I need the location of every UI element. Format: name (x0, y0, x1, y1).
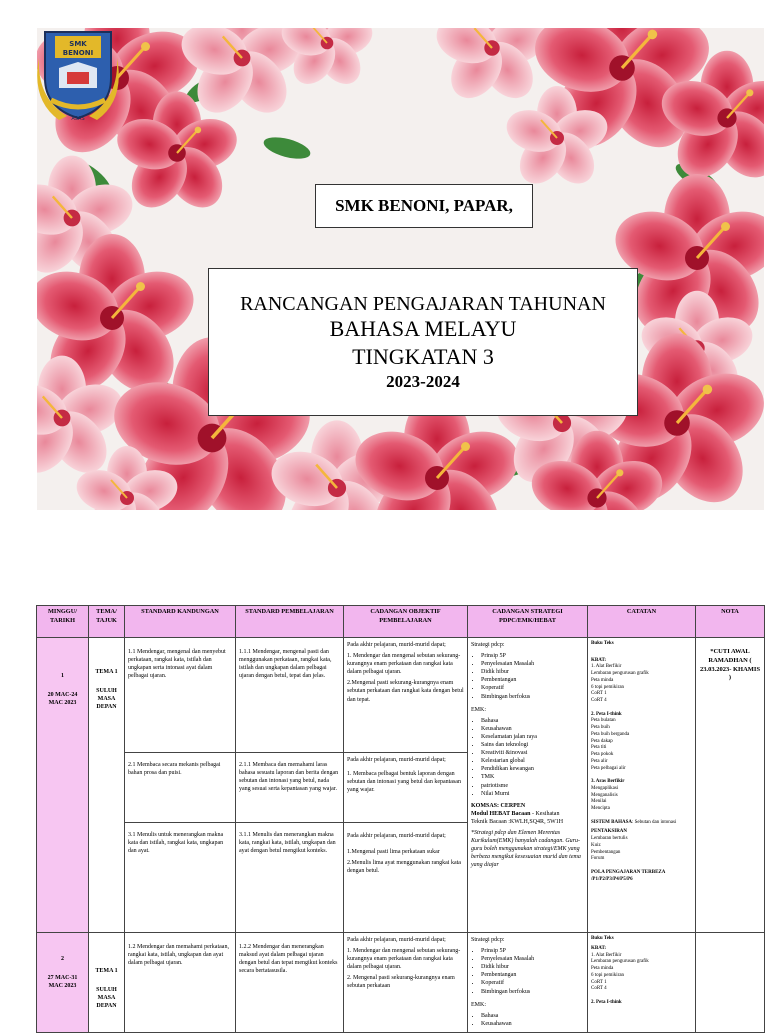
week-cell (37, 638, 89, 933)
cover-page (37, 28, 764, 510)
list-item: Peta bulatan (591, 718, 616, 724)
list-item: 6 topi pemikiran (591, 684, 625, 690)
list-item: Peta titi (591, 745, 607, 751)
komsas-label: KOMSAS: CERPEN (471, 802, 526, 809)
list-item: • Kelestarian global (481, 757, 584, 765)
week-dates: 27 MAC-31 MAC 2023 (47, 975, 78, 990)
objektif-cell (344, 638, 468, 753)
week-cell (37, 933, 89, 1033)
objektif-cell (344, 753, 468, 823)
strategi-list (471, 652, 584, 701)
header-tema: TEMA/ TAJUK (89, 606, 125, 638)
header-strategi: CADANGAN STRATEGI PDPC/EMK/HEBAT (468, 606, 588, 638)
objektif-item: 1.Mengenal pasti lima perkataan sukar (347, 849, 440, 856)
list-item: 1. Alat Berfikir (591, 952, 622, 958)
list-item: • Pembentangan (481, 676, 584, 684)
list-item: • Prinsip 5P (481, 652, 584, 660)
week-number: 1 (61, 673, 64, 679)
tema-cell (89, 933, 125, 1033)
list-item: CoRT 1 (591, 691, 607, 697)
modul-tail: - Kesihatan (530, 810, 560, 817)
list-item: Peta pokok (591, 752, 614, 757)
list-item: Menganalisis (591, 792, 618, 798)
list-item: • Prinsip 5P (481, 947, 584, 955)
nota-cell (696, 933, 765, 1033)
standard-pembelajaran-cell: 1.1.1 Mendengar, mengenal pasti dan menggunakan perkataan, rangkai kata, istilah dan ungkapan dalam pelbagai ujaran dengan betul, tepat dan jelas. (236, 638, 344, 753)
catatan-peta: 2. Peta I-think (591, 711, 622, 717)
list-item: • patriotisme (481, 782, 584, 790)
standard-kandungan-cell: 2.1 Membaca secara mekanis pelbagai bahan prosa dan puisi. (125, 753, 236, 823)
catatan-sistem-bahasa: SISTEM BAHASA (591, 819, 632, 825)
strategi-list (471, 947, 584, 996)
list-item: • Bimbingan berfokus (481, 693, 584, 701)
catatan-kbat: KBAT: (591, 657, 607, 663)
strategi-title: Strategi pdcp: (471, 937, 505, 943)
tajuk-label: SULUH MASA DEPAN (96, 688, 117, 711)
list-item: Peta buih berganda (591, 731, 630, 737)
tema-label: TEMA 1 (95, 968, 118, 974)
header-standard-kandungan: STANDARD KANDUNGAN (125, 606, 236, 638)
title-box (208, 268, 638, 416)
objektif-item: 1. Mendengar dan mengenal sebutan sekurang-kurangnya enam perkataan dan rangkai kata dalam pelbagai ujaran. (347, 948, 461, 971)
level-title: TINGKATAN 3 (352, 344, 494, 369)
catatan-aras: 3. Aras Berfikir (591, 779, 625, 784)
list-item: Kuiz (591, 842, 601, 848)
list-item: Peta minda (591, 966, 614, 971)
list-item: Lembaran bertulis (591, 836, 628, 841)
strategi-cell (468, 638, 588, 933)
teknik-bacaan: Teknik Bacaan :KWLH,SQ4R, 5W1H (471, 818, 564, 825)
list-item: • Bahasa (481, 1012, 584, 1020)
list-item: CoRT 4 (591, 986, 607, 992)
list-item: Lembaran pengurusan grafik (591, 671, 649, 676)
list-item: • Didik hibur (481, 963, 584, 971)
list-item: • Pembentangan (481, 971, 584, 979)
table-header-row (37, 606, 765, 638)
subject-title: BAHASA MELAYU (329, 316, 517, 341)
list-item: • Penyelesaian Masalah (481, 660, 584, 668)
emk-list (471, 717, 584, 798)
list-item: Pembentangan (591, 849, 621, 855)
list-item: • TMK (481, 773, 584, 781)
list-item: 6 topi pemikiran (591, 972, 625, 978)
list-item: • Koperatif (481, 979, 584, 987)
objektif-intro: Pada akhir pelajaran, murid-murid dapat; (347, 833, 446, 839)
list-item: Peta minda (591, 677, 614, 683)
catatan-cell (588, 638, 696, 933)
standard-kandungan-cell: 3.1 Menulis untuk menerangkan makna kata dan istilah, rangkai kata, ungkapan dan ayat. (125, 823, 236, 933)
objektif-intro: Pada akhir pelajaran, murid-murid dapat; (347, 642, 446, 648)
table-row (37, 638, 765, 753)
list-item: Mengaplikasi (591, 785, 619, 791)
strategi-cell (468, 933, 588, 1033)
nota-cell: *CUTI AWAL RAMADHAN ( 23.03.2023- KHAMIS ) (696, 638, 765, 933)
list-item: Lembaran pengurusan grafik (591, 959, 649, 965)
standard-kandungan-cell: 1.2 Mendengar dan memahami perkataan, rangkai kata, istilah, ungkapan dan ayat dalam pelbagai ujaran. (125, 933, 236, 1033)
objektif-item: 2.Menulis lima ayat menggunakan rangkai kata dengan betul. (347, 860, 461, 875)
week-dates: 20 MAC-24 MAC 2023 (47, 692, 78, 707)
list-item: CoRT 1 (591, 979, 607, 985)
catatan-buku: Buku Teks (591, 641, 614, 646)
catatan-kbat: KBAT: (591, 945, 607, 951)
standard-pembelajaran-cell: 3.1.1 Menulis dan menerangkan makna kata, rangkai kata, istilah, ungkapan dan ayat dengan betul mengikut konteks. (236, 823, 344, 933)
tema-label: TEMA 1 (95, 669, 118, 675)
catatan-buku: Buku Teks (591, 936, 614, 941)
tajuk-label: SULUH MASA DEPAN (96, 987, 117, 1010)
list-item: • Pendidikan kewangan (481, 765, 584, 773)
list-item: • Bimbingan berfokus (481, 988, 584, 996)
yearly-plan-table (36, 605, 765, 1033)
list-item: Menilai (591, 799, 607, 805)
emk-list (471, 1012, 584, 1028)
header-catatan: CATATAN (588, 606, 696, 638)
emk-title: EMK: (471, 706, 486, 713)
objektif-item: 2.Mengenal pasti sekurang-kurangnya enam sebutan perkataan dan rangkai kata dengan betul dan tepat. (347, 680, 464, 703)
list-item: Mencipta (591, 806, 610, 811)
objektif-item: 2. Mengenal pasti sekurang-kurangnya enam sebutan perkataan (347, 975, 455, 990)
standard-kandungan-cell: 1.1 Mendengar, mengenal dan menyebut perkataan, rangkai kata, istilah dan ungkapan serta intonasi ayat dalam pelbagai ujaran. (125, 638, 236, 753)
list-item: • Didik hibur (481, 668, 584, 676)
svg-text:BENONI: BENONI (62, 49, 94, 57)
catatan-peta: 2. Peta I-think (591, 999, 622, 1005)
catatan-sistem-bahasa-value: : Sebutan dan intonasi (631, 819, 677, 825)
objektif-item: 1. Mendengar dan mengenal sebutan sekurang-kurangnya enam perkataan dan rangkai kata dalam pelbagai ujaran. (347, 653, 461, 676)
list-item: Peta pelbagai alir (591, 765, 626, 771)
modul-label: Modul HEBAT Bacaan (471, 810, 531, 817)
header-standard-pembelajaran: STANDARD PEMBELAJARAN (236, 606, 344, 638)
school-crest-logo (37, 28, 119, 122)
header-minggu: MINGGU/ TARIKH (37, 606, 89, 638)
emk-title: EMK: (471, 1001, 486, 1008)
header-nota: NOTA (696, 606, 765, 638)
list-item: Peta alir (591, 758, 608, 764)
catatan-pola: POLA PENGAJARAN TERBEZA (591, 869, 666, 875)
objektif-intro: Pada akhir pelajaran, murid-murid dapat; (347, 937, 446, 943)
list-item: CoRT 4 (591, 698, 607, 703)
standard-pembelajaran-cell: 2.1.1 Membaca dan memahami laras bahasa sesuatu laporan dan berita dengan sebutan dan intonasi yang betul, nada yang sesuai serta kepantasan yang wajar. (236, 753, 344, 823)
list-item: • Koperatif (481, 684, 584, 692)
list-item: Peta dakap (591, 738, 613, 744)
list-item: Peta buih (591, 725, 610, 730)
svg-text:SMK: SMK (69, 40, 87, 48)
objektif-item: 1. Membaca pelbagai bentuk laporan dengan sebutan dan intonasi yang betul dan kepantasan yang wajar. (347, 771, 461, 794)
list-item: • Nilai Murni (481, 790, 584, 798)
week-number: 2 (61, 956, 64, 962)
list-item: • Kreativiti &inovasi (481, 749, 584, 757)
list-item: • Keselamatan jalan raya (481, 733, 584, 741)
svg-text:ASAS: ASAS (71, 116, 85, 122)
catatan-cell (588, 933, 696, 1033)
document-title: RANCANGAN PENGAJARAN TAHUNAN (240, 293, 606, 315)
school-name: SMK BENONI, PAPAR, (335, 196, 513, 215)
year-title: 2023-2024 (386, 372, 460, 391)
list-item: Forum (591, 856, 605, 862)
list-item: • Keusahawan (481, 1020, 584, 1028)
list-item: • Penyelesaian Masalah (481, 955, 584, 963)
school-name-box (315, 184, 533, 228)
header-objektif: CADANGAN OBJEKTIF PEMBELAJARAN (344, 606, 468, 638)
table-row (37, 933, 765, 1033)
list-item: • Keusahawan (481, 725, 584, 733)
list-item: • Bahasa (481, 717, 584, 725)
catatan-pentaksiran: PENTAKSIRAN (591, 829, 628, 835)
strategi-title: Strategi pdcp: (471, 642, 505, 648)
objektif-cell (344, 823, 468, 933)
tema-cell (89, 638, 125, 933)
objektif-intro: Pada akhir pelajaran, murid-murid dapat; (347, 757, 446, 763)
strategi-note: *Strategi pdcp dan Elemen Merentas Kurikulum(EMK) hanyalah cadangan. Guru-guru boleh menggunakan strategi/EMK yang berbeza mengikut kesesuaian murid dan tema yang diajar (471, 829, 581, 869)
objektif-cell (344, 933, 468, 1033)
standard-pembelajaran-cell: 1.2.2 Mendengar dan menerangkan maksud ayat dalam pelbagai ujaran dengan betul dan tepat mengikut konteks secara bertatasusila. (236, 933, 344, 1033)
list-item: • Sains dan teknologi (481, 741, 584, 749)
catatan-pola-levels: /P1/P2/P3/P4/P5/P6 (591, 876, 633, 882)
list-item: 1. Alat Berfikir (591, 664, 622, 670)
